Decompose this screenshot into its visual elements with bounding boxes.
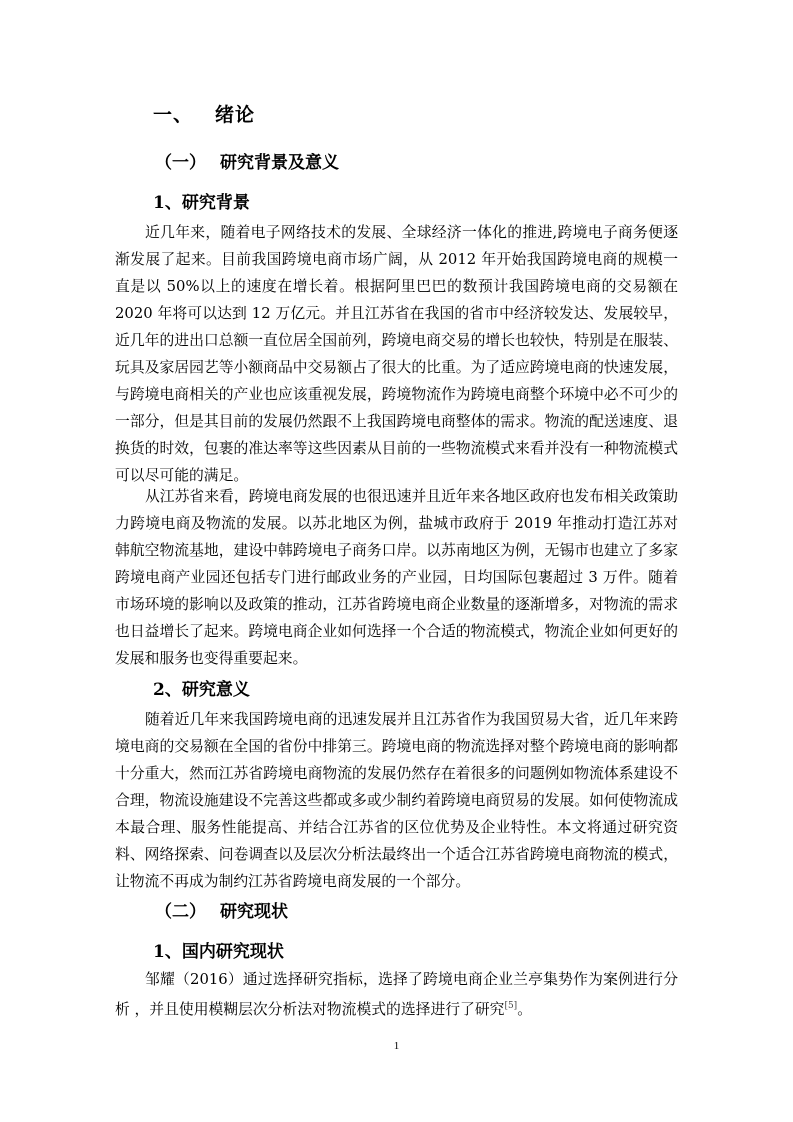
section-number: （二） xyxy=(155,902,206,922)
chapter-number: 一、 xyxy=(153,104,194,126)
chapter-heading xyxy=(153,100,255,127)
section-title: 研究背景及意义 xyxy=(220,153,339,173)
paragraph-domestic-research xyxy=(115,966,678,1023)
citation-reference[interactable]: [5] xyxy=(504,1001,518,1011)
paragraph-end: 。 xyxy=(517,1000,532,1018)
page-number: 1 xyxy=(393,1040,400,1052)
section-heading-background xyxy=(155,148,339,173)
paragraph-background-2: 从江苏省来看，跨境电商发展的也很迅速并且近年来各地区政府也发布相关政策助力跨境电商及物流的发展。以苏北地区为例，盐城市政府于 2019 年推动打造江苏对韩航空物流基地，建设中韩跨境电子商务口岸。以苏南地区为例，无锡市也建立了多家跨境电商产业园还包括专门进行邮政业务的产业园，日均国际包裹超过 3 万件。随着市场环境的影响以及政策的推动，江苏省跨境电商企业数量的逐渐增多，对物流的需求也日益增长了起来。跨境电商企业如何选择一个合适的物流模式，物流企业如何更好的发展和服务也变得重要起来。 xyxy=(115,488,678,667)
subsection-heading-research-background: 1、研究背景 xyxy=(153,193,250,213)
paragraph-background-1: 近几年来，随着电子网络技术的发展、全球经济一体化的推进,跨境电子商务便逐渐发展了起来。目前我国跨境电商市场广阔，从 2012 年开始我国跨境电商的规模一直是以 50%以上的速度在增长着。根据阿里巴巴的数预计我国跨境电商的交易额在 2020 年将可以达到 12 万亿元。并且江苏省在我国的省市中经济较发达、发展较早，近几年的进出口总额一直位居全国前列，跨境电商交易的增长也较快，特别是在服装、玩具及家居园艺等小额商品中交易额占了很大的比重。为了适应跨境电商的快速发展，与跨境电商相关的产业也应该重视发展，跨境物流作为跨境电商整个环境中必不可少的一部分，但是其目前的发展仍然跟不上我国跨境电商整体的需求。物流的配送速度、退换货的时效，包裹的准达率等这些因素从目前的一些物流模式来看并没有一种物流模式可以尽可能的满足。 xyxy=(115,224,678,484)
section-number: （一） xyxy=(155,153,206,173)
section-heading-research-status xyxy=(155,897,288,922)
paragraph-text: 邹耀（2016）通过选择研究指标，选择了跨境电商企业兰亭集势作为案例进行分析 ，并且使用模糊层次分析法对物流模式的选择进行了研究 xyxy=(115,971,678,1018)
paragraph-significance: 随着近几年来我国跨境电商的迅速发展并且江苏省作为我国贸易大省，近几年来跨境电商的交易额在全国的省份中排第三。跨境电商的物流选择对整个跨境电商的影响都十分重大，然而江苏省跨境电商物流的发展仍然存在着很多的问题例如物流体系建设不合理，物流设施建设不完善这些都或多或少制约着跨境电商贸易的发展。如何使物流成本最合理、服务性能提高、并结合江苏省的区位优势及企业特性。本文将通过研究资料、网络探索、问卷调查以及层次分析法最终出一个适合江苏省跨境电商物流的模式，让物流不再成为制约江苏省跨境电商发展的一个部分。 xyxy=(115,711,678,890)
subsection-heading-research-significance: 2、研究意义 xyxy=(153,680,250,700)
section-title: 研究现状 xyxy=(220,902,288,922)
subsection-heading-domestic-research: 1、国内研究现状 xyxy=(153,942,284,962)
chapter-title: 绪论 xyxy=(215,104,256,126)
